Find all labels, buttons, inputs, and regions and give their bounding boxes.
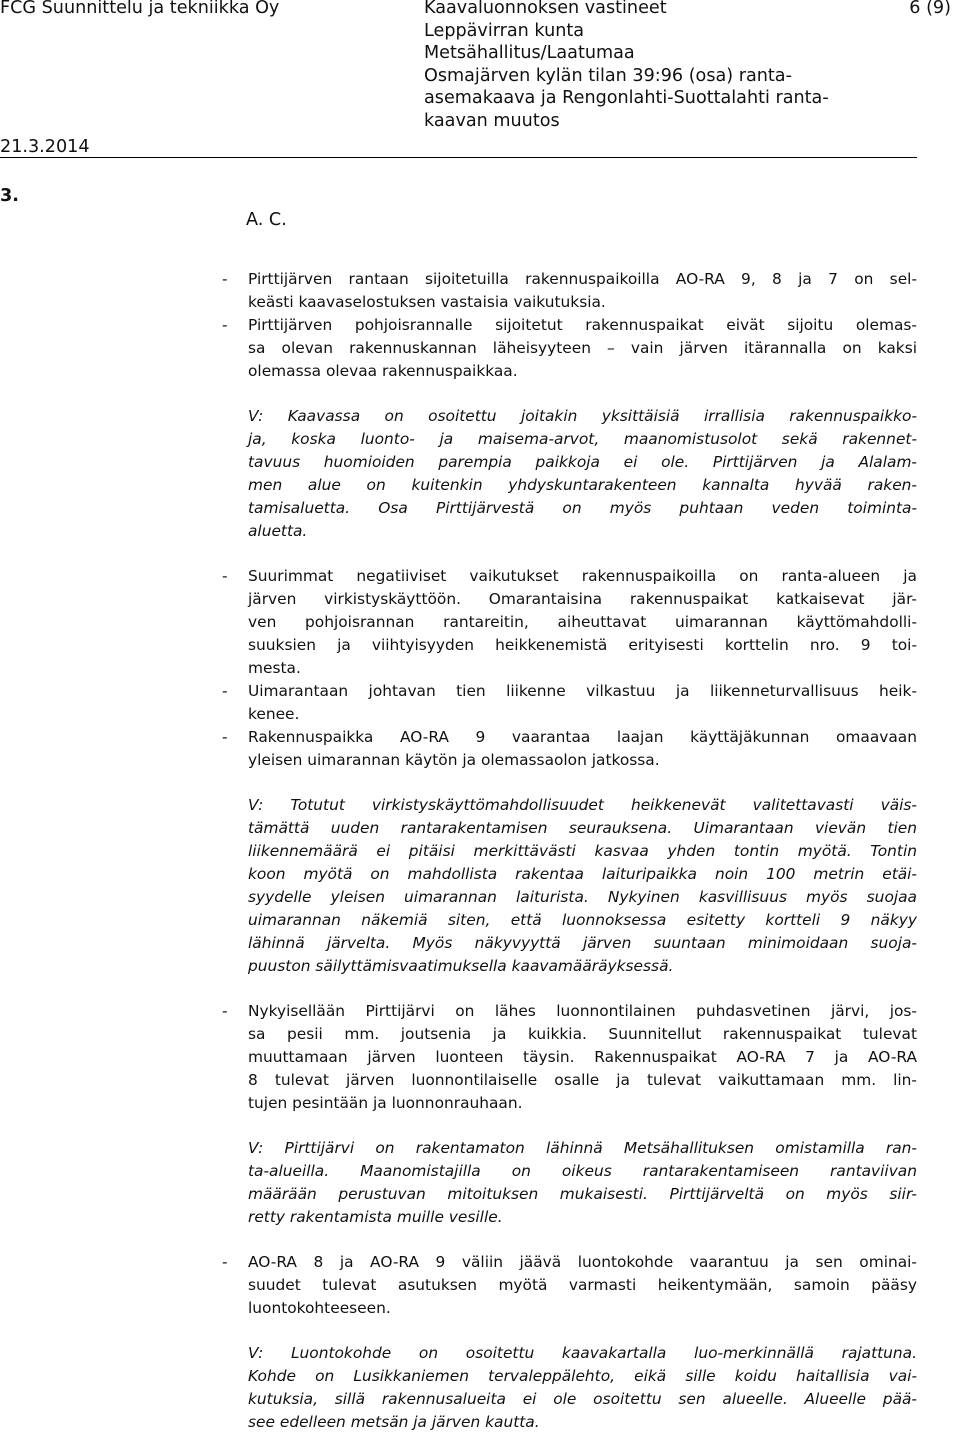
bullet-dash: - [222,728,228,746]
spacer [0,383,960,405]
spacer [0,1320,960,1342]
text-line: kenee. [248,705,300,723]
text-line: järven virkistyskäyttöön. Omarantaisina rakennuspaikat katkaisevat jär- [248,590,917,608]
text-line: Uimarantaan johtavan tien liikenne vilkastuu ja liikenneturvallisuus heik- [248,682,917,700]
text-line: suudet tulevat asutuksen myötä varmasti heikentymään, samoin pääsy [248,1276,917,1294]
bullet-paragraph [0,268,917,314]
bullet-paragraph [0,565,917,680]
bullet-paragraph [0,314,917,383]
bullet-paragraph [0,1000,917,1115]
text-line: 8 tulevat järven luonnontilaiselle osalle ja tulevat vaikuttamaan mm. lin- [248,1071,917,1089]
text-line: Pirttijärven pohjoisrannalle sijoitetut rakennuspaikat eivät sijoitu olemas- [248,316,917,334]
title-line: kaavan muutos [424,110,560,131]
page-number: 6 (9) [909,0,951,18]
text-line: tamisaluetta. Osa Pirttijärvestä on myös puhtaan veden toiminta- [248,499,917,517]
text-line: Rakennuspaikka AO-RA 9 vaarantaa laajan käyttäjäkunnan omaavaan [248,728,917,746]
text-line: Kohde on Lusikkaniemen tervaleppälehto, eikä sille koidu haitallisia vai- [248,1367,917,1385]
text-line: määrään perustuvan mitoituksen mukaisesti. Pirttijärveltä on myös siir- [248,1185,917,1203]
text-line: tämättä uuden rantarakentamisen seurauksena. Uimarantaan vievän tien [248,819,917,837]
title-line: Osmajärven kylän tilan 39:96 (osa) ranta- [424,65,792,86]
text-line: sa pesii mm. joutsenia ja kuikkia. Suunnitellut rakennuspaikat tulevat [248,1025,917,1043]
text-line: V: Kaavassa on osoitettu joitakin yksittäisiä irrallisia rakennuspaikko- [248,407,917,425]
section-label: A. C. [246,210,287,230]
spacer [0,1115,960,1137]
response-paragraph [0,794,917,978]
text-line: tujen pesintään ja luonnonrauhaan. [248,1094,523,1112]
response-paragraph [0,1342,917,1434]
text-line: syydelle yleisen uimarannan laiturista. Nykyinen kasvillisuus myös suojaa [248,888,917,906]
text-line: Pirttijärven rantaan sijoitetuilla rakennuspaikoilla AO-RA 9, 8 ja 7 on sel- [248,270,917,288]
section-number: 3. [0,186,19,206]
text-line: men alue on kuitenkin yhdyskuntarakenteen kannalta hyvää raken- [248,476,917,494]
text-line: uimarannan näkemiä siten, että luonnoksessa esitetty kortteli 9 näkyy [248,911,917,929]
title-line: Metsähallitus/Laatumaa [424,43,635,63]
text-line: retty rakentamista muille vesille. [248,1208,503,1226]
bullet-paragraph [0,680,917,726]
text-line: yleisen uimarannan käytön ja olemassaolon jatkossa. [248,751,660,769]
spacer [0,978,960,1000]
text-line: koon myötä on mahdollista rakentaa laituripaikka noin 100 metrin etäi- [248,865,917,883]
bullet-dash: - [222,567,228,585]
text-line: lähinnä järvelta. Myös näkyvyyttä järven suuntaan minimoidaan suoja- [248,934,917,952]
title-line: Leppävirran kunta [424,20,585,41]
response-paragraph [0,1137,917,1229]
text-line: luontokohteeseen. [248,1299,391,1317]
spacer [0,543,960,565]
text-line: V: Luontokohde on osoitettu kaavakartalla luo-merkinnällä rajattuna. [248,1344,917,1362]
bullet-dash: - [222,1253,228,1271]
spacer [0,1229,960,1251]
document-date: 21.3.2014 [0,137,90,157]
bullet-dash: - [222,316,228,334]
text-line: AO-RA 8 ja AO-RA 9 väliin jäävä luontokohde vaarantuu ja sen ominai- [248,1253,917,1271]
text-line: mesta. [248,659,301,677]
text-line: olemassa olevaa rakennuspaikkaa. [248,362,518,380]
title-line: asemakaava ja Rengonlahti-Suottalahti ranta- [424,88,829,108]
text-line: ja, koska luonto- ja maisema-arvot, maanomistusolot sekä rakennet- [248,430,917,448]
bullet-paragraph [0,726,917,772]
title-line: Kaavaluonnoksen vastineet [424,0,667,18]
text-line: ven pohjoisrannan rantareitin, aiheuttavat uimarannan käyttömahdolli- [248,613,917,631]
text-line: Suurimmat negatiiviset vaikutukset rakennuspaikoilla on ranta-alueen ja [248,567,917,585]
spacer [0,772,960,794]
text-line: keästi kaavaselostuksen vastaisia vaikutuksia. [248,293,606,311]
text-line: suuksien ja viihtyisyyden heikkenemistä erityisesti korttelin nro. 9 toi- [248,636,917,654]
document-body [0,268,960,1434]
text-line: tavuus huomioiden parempia paikkoja ei ole. Pirttijärven ja Alalam- [248,453,917,471]
text-line: V: Pirttijärvi on rakentamaton lähinnä Metsähallituksen omistamilla ran- [248,1139,917,1157]
text-line: aluetta. [248,522,308,540]
text-line: Nykyisellään Pirttijärvi on lähes luonnontilainen puhdasvetinen järvi, jos- [248,1002,917,1020]
bullet-paragraph [0,1251,917,1320]
text-line: muuttamaan järven luonteen täysin. Rakennuspaikat AO-RA 7 ja AO-RA [248,1048,917,1066]
text-line: ta-alueilla. Maanomistajilla on oikeus rantarakentamiseen rantaviivan [248,1162,917,1180]
bullet-dash: - [222,270,228,288]
text-line: kutuksia, sillä rakennusalueita ei ole osoitettu sen alueelle. Alueelle pää- [248,1390,917,1408]
text-line: sa olevan rakennuskannan läheisyyteen – vain järven itärannalla on kaksi [248,339,917,357]
text-line: puuston säilyttämisvaatimuksella kaavamääräyksessä. [248,957,674,975]
text-line: liikennemäärä ei pitäisi merkittävästi kasvaa yhden tontin myötä. Tontin [248,842,917,860]
text-line: see edelleen metsän ja järven kautta. [248,1413,540,1431]
text-line: V: Totutut virkistyskäyttömahdollisuudet heikkenevät valitettavasti väis- [248,796,917,814]
bullet-dash: - [222,1002,228,1020]
bullet-dash: - [222,682,228,700]
document-title [424,0,829,132]
company-name: FCG Suunnittelu ja tekniikka Oy [0,0,280,18]
header-divider [0,157,917,158]
response-paragraph [0,405,917,543]
